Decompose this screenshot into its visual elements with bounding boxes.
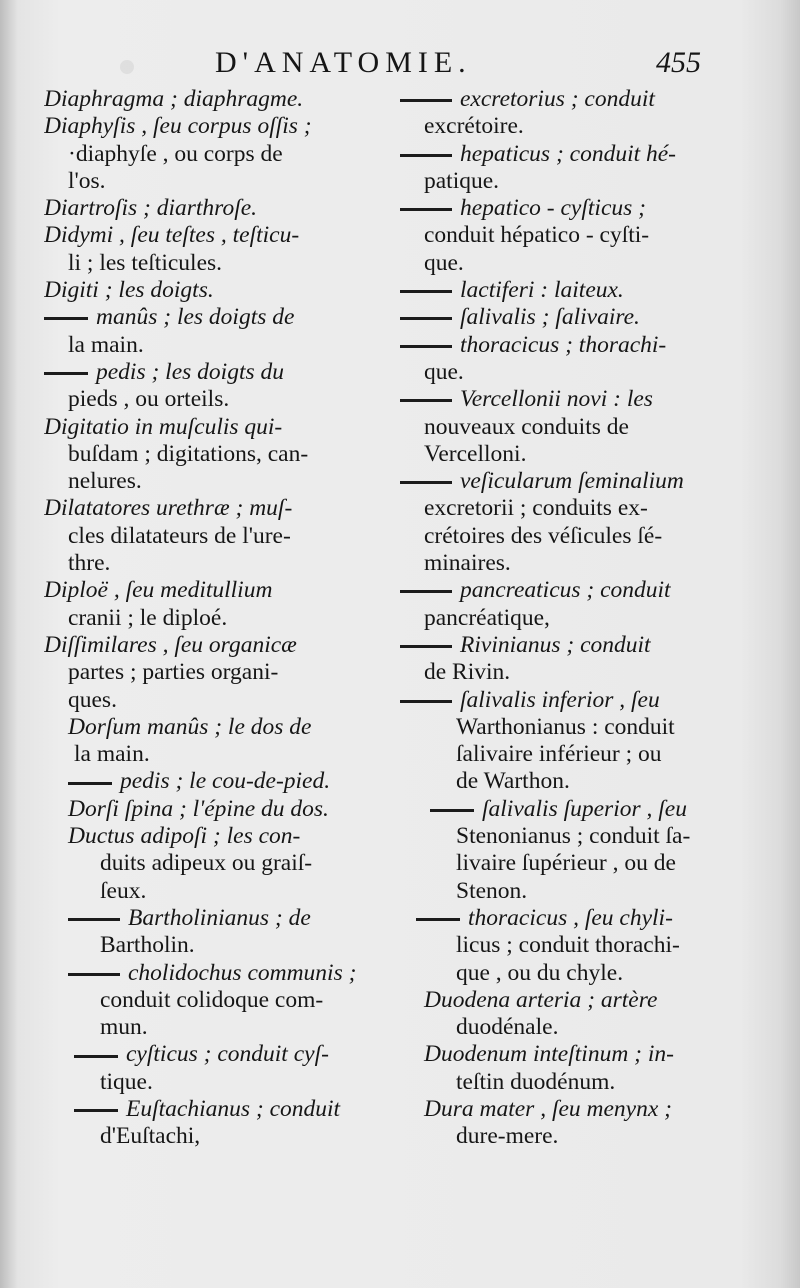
- entry-didymi: [44, 222, 384, 277]
- ditto-dash: [430, 809, 474, 812]
- entry-digiti-manus: [44, 304, 384, 359]
- entry-line: hepaticus ; conduit hé-: [460, 140, 677, 167]
- entry-dissimilares: [44, 632, 384, 714]
- ditto-dash: [400, 481, 452, 484]
- left-column: [44, 86, 384, 1151]
- ditto-dash: [400, 154, 452, 157]
- entry-line: patique.: [424, 167, 500, 194]
- entry-line: minaires.: [424, 550, 511, 577]
- entry-bartholinianus: [44, 905, 384, 960]
- entry-rivinianus: [400, 632, 740, 687]
- ditto-dash: [400, 99, 452, 102]
- entry-digitatio: [44, 414, 384, 496]
- entry-dorsum: [44, 714, 384, 769]
- entry-line: excretorii ; conduits ex-: [424, 495, 648, 522]
- entry-line: Vercellonii novi : les: [460, 386, 653, 413]
- latin-term: Diaphragma ; diaphragme.: [44, 86, 304, 112]
- entry-line: que.: [424, 358, 464, 385]
- entry-line: Dura mater , ſeu menynx ;: [424, 1095, 672, 1122]
- entry-line: pancreaticus ; conduit: [460, 577, 671, 604]
- ditto-dash: [68, 973, 120, 976]
- ditto-dash: [44, 372, 88, 375]
- entry-salivalis-superior: [400, 796, 740, 905]
- entry-line: excrétoire.: [424, 113, 524, 140]
- entry-line: Diploë , ſeu meditullium: [44, 577, 273, 604]
- ditto-dash: [400, 345, 452, 348]
- entry-line: la main.: [68, 331, 144, 358]
- running-title: D'ANATOMIE.: [215, 46, 472, 79]
- entry-line: Digiti ; les doigts.: [44, 277, 214, 304]
- entry-line: que , ou du chyle.: [456, 959, 624, 986]
- entry-diploe: [44, 577, 384, 632]
- ditto-dash: [400, 399, 452, 402]
- entry-digiti-pedis: [44, 359, 384, 414]
- entry-line: ·diaphyſe , ou corps de: [68, 140, 283, 167]
- entry-line: Rivinianus ; conduit: [460, 631, 651, 658]
- entry-line: cles dilatateurs de l'ure-: [68, 522, 291, 549]
- page-header: [0, 46, 800, 86]
- entry-line: Stenon.: [456, 877, 528, 904]
- entry-line: Bartholinianus ; de: [128, 904, 311, 931]
- entry-line: manûs ; les doigts de: [96, 304, 295, 331]
- entry-thoracicus: [400, 332, 740, 387]
- entry-line: Diſſimilares , ſeu organicæ: [44, 631, 297, 658]
- entry-line: cranii ; le diploé.: [68, 604, 228, 631]
- entry-excretorius: [400, 86, 740, 141]
- entry-line: veſicularum ſeminalium: [460, 468, 684, 495]
- ditto-dash: [74, 1109, 118, 1112]
- entry-line: Didymi , ſeu teſtes , teſticu-: [44, 222, 300, 249]
- entry-line: li ; les teſticules.: [68, 249, 223, 276]
- entry-salivalis-inferior: [400, 687, 740, 796]
- entry-line: licus ; conduit thorachi-: [456, 932, 680, 959]
- entry-line: thre.: [68, 550, 111, 577]
- entry-line: Duodenum inteſtinum ; in-: [424, 1041, 674, 1068]
- entry-line: hepatico - cyſticus ;: [460, 195, 646, 222]
- ditto-dash: [416, 918, 460, 921]
- entry-line: Vercelloni.: [424, 440, 527, 467]
- entry-lactiferi: [400, 277, 740, 304]
- entry-line: la main.: [74, 741, 150, 768]
- entry-line: excretorius ; conduit: [460, 86, 655, 112]
- entry-line: que.: [424, 249, 464, 276]
- entry-line: Dilatatores urethræ ; muſ-: [44, 495, 293, 522]
- entry-dura-mater: [400, 1096, 740, 1151]
- entry-hepatico-cysticus: [400, 195, 740, 277]
- entry-line: Bartholin.: [100, 932, 195, 959]
- entry-line: nelures.: [68, 468, 142, 495]
- entry-ductus-adiposi: [44, 823, 384, 905]
- entry-line: livaire ſupérieur , ou de: [456, 850, 676, 877]
- ditto-dash: [44, 317, 88, 320]
- entry-vesicularum: [400, 468, 740, 577]
- entry-vercellonii: [400, 386, 740, 468]
- entry-line: ſalivalis ſuperior , ſeu: [482, 795, 687, 822]
- entry-line: Dorſum manûs ; le dos de: [68, 713, 312, 740]
- entry-line: conduit colidoque com-: [100, 986, 324, 1013]
- entry-line: ques.: [68, 686, 117, 713]
- entry-line: cyſticus ; conduit cyſ-: [126, 1041, 329, 1068]
- entry-line: Ductus adipoſi ; les con-: [68, 823, 301, 850]
- entry-diaphragma: [44, 86, 384, 113]
- entry-line: Digitatio in muſculis qui-: [44, 413, 283, 440]
- entry-line: ſalivalis inferior , ſeu: [460, 686, 660, 713]
- entry-line: pancréatique,: [424, 604, 550, 631]
- entry-line: partes ; parties organi-: [68, 659, 279, 686]
- ditto-dash: [400, 290, 452, 293]
- entry-line: duits adipeux ou graiſ-: [100, 850, 313, 877]
- entry-line: Diaphyſis , ſeu corpus oſſis ;: [44, 113, 312, 140]
- entry-diaphysis: [44, 113, 384, 195]
- entry-line: l'os.: [68, 167, 106, 194]
- entry-line: de Warthon.: [456, 768, 570, 795]
- entry-line: ſeux.: [100, 877, 147, 904]
- entry-diartrosis: [44, 195, 384, 222]
- entry-line: Duodena arteria ; artère: [424, 986, 658, 1013]
- entry-line: nouveaux conduits de: [424, 413, 629, 440]
- ditto-dash: [400, 590, 452, 593]
- entry-salivalis: [400, 304, 740, 331]
- entry-line: tique.: [100, 1068, 153, 1095]
- entry-cholidochus: [44, 960, 384, 1042]
- entry-line: d'Euſtachi,: [100, 1123, 201, 1150]
- entry-dorsi-spina: [44, 796, 384, 823]
- entry-line: conduit hépatico - cyſti-: [424, 222, 650, 249]
- entry-line: de Rivin.: [424, 659, 511, 686]
- entry-line: ſalivalis ; ſalivaire.: [460, 304, 640, 331]
- entry-line: ſalivaire inférieur ; ou: [456, 741, 662, 768]
- entry-line: pedis ; les doigts du: [96, 358, 284, 385]
- entry-line: Warthonianus : conduit: [456, 713, 675, 740]
- entry-line: thoracicus , ſeu chyli-: [468, 904, 673, 931]
- ditto-dash: [400, 645, 452, 648]
- right-column: [400, 86, 740, 1151]
- ditto-dash: [68, 782, 112, 785]
- entry-eustachianus: [44, 1096, 384, 1151]
- entry-line: teſtin duodénum.: [456, 1068, 616, 1095]
- entry-line: lactiferi : laiteux.: [460, 277, 624, 304]
- entry-cysticus: [44, 1041, 384, 1096]
- ditto-dash: [74, 1055, 118, 1058]
- entry-line: crétoires des véſicules ſé-: [424, 522, 663, 549]
- entry-line: pieds , ou orteils.: [68, 386, 230, 413]
- ditto-dash: [400, 208, 452, 211]
- ditto-dash: [68, 918, 120, 921]
- entry-digiti: [44, 277, 384, 304]
- entry-line: buſdam ; digitations, can-: [68, 440, 309, 467]
- entry-line: duodénale.: [456, 1014, 559, 1041]
- entry-dorsum-pedis: [44, 768, 384, 795]
- entry-line: cholidochus communis ;: [128, 959, 357, 986]
- entry-line: Dorſi ſpina ; l'épine du dos.: [68, 795, 329, 822]
- entry-pancreaticus: [400, 577, 740, 632]
- entry-duodena-arteria: [400, 987, 740, 1042]
- ditto-dash: [400, 317, 452, 320]
- entry-line: pedis ; le cou-de-pied.: [120, 768, 331, 795]
- entry-line: dure-mere.: [456, 1123, 559, 1150]
- entry-line: Euſtachianus ; conduit: [126, 1095, 341, 1122]
- ditto-dash: [400, 700, 452, 703]
- entry-line: mun.: [100, 1014, 148, 1041]
- entry-dilatatores: [44, 495, 384, 577]
- entry-thoracicus-chylilicus: [400, 905, 740, 987]
- entry-line: thoracicus ; thorachi-: [460, 331, 667, 358]
- entry-line: Diartroſis ; diarthroſe.: [44, 195, 258, 222]
- page-number: 455: [656, 46, 701, 79]
- entry-hepaticus: [400, 141, 740, 196]
- entry-duodenum: [400, 1041, 740, 1096]
- entry-line: Stenonianus ; conduit ſa-: [456, 823, 691, 850]
